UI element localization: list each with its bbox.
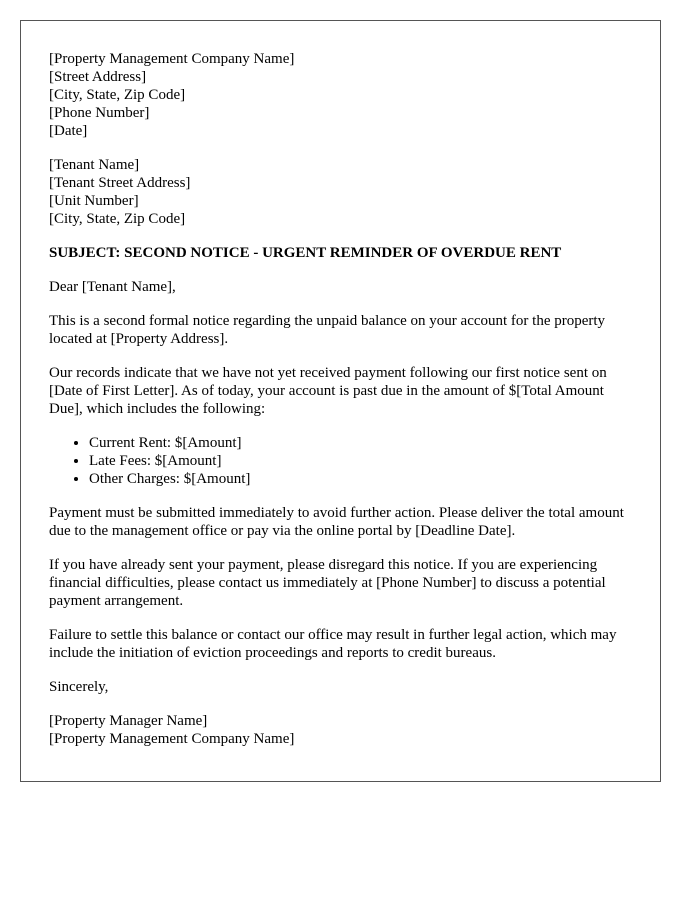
recipient-name: [Tenant Name] [49,157,140,173]
sender-city-state-zip: [City, State, Zip Code] [49,87,186,103]
signature-block [49,712,632,748]
signature-company: [Property Management Company Name] [49,731,295,747]
body-paragraph-records: Our records indicate that we have not yet received payment following our first notice sent on [Date of First Letter]. As of today, your account is past due in the amount of $[Total Amount Due], which includes the following: [49,365,607,417]
letter-page [20,20,661,782]
charges-list [49,434,632,488]
signature-manager: [Property Manager Name] [49,713,208,729]
body-paragraph-notice: This is a second formal notice regarding the unpaid balance on your account for the property located at [Property Address]. [49,313,606,347]
sender-company: [Property Management Company Name] [49,51,295,67]
sender-address [49,50,632,140]
recipient-address [49,156,632,228]
body-paragraph-payment: Payment must be submitted immediately to avoid further action. Please deliver the total amount due to the management office or pay via the online portal by [Deadline Date]. [49,505,624,539]
body-paragraph-disregard: If you have already sent your payment, please disregard this notice. If you are experiencing financial difficulties, please contact us immediately at [Phone Number] to discuss a potential payment arrangement. [49,557,606,609]
body-paragraph-legal: Failure to settle this balance or contact our office may result in further legal action, which may include the initiation of eviction proceedings and reports to credit bureaus. [49,627,617,661]
letter-date: [Date] [49,123,88,139]
salutation: Dear [Tenant Name], [49,279,176,295]
charge-item-other-charges: • Other Charges: $[Amount] [89,470,632,488]
signoff: Sincerely, [49,679,109,695]
charge-item-current-rent: • Current Rent: $[Amount] [89,434,632,452]
sender-street: [Street Address] [49,69,147,85]
charge-item-late-fees: • Late Fees: $[Amount] [89,452,632,470]
sender-phone: [Phone Number] [49,105,150,121]
recipient-unit: [Unit Number] [49,193,139,209]
recipient-city-state-zip: [City, State, Zip Code] [49,211,186,227]
subject-line: SUBJECT: SECOND NOTICE - URGENT REMINDER OF OVERDUE RENT [49,245,562,261]
recipient-street: [Tenant Street Address] [49,175,191,191]
